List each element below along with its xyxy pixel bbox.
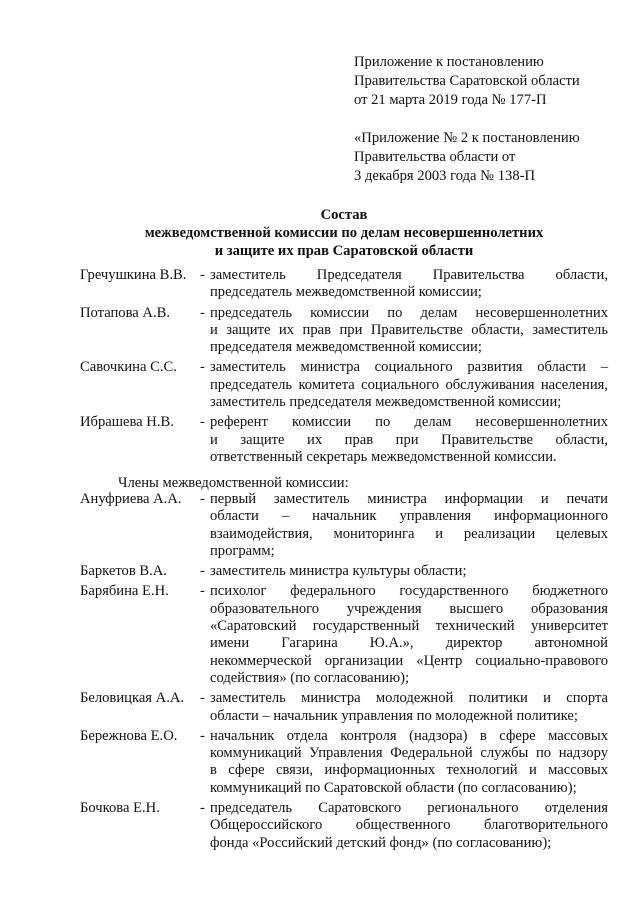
member-row <box>80 800 608 852</box>
appendix-line: «Приложение № 2 к постановлению <box>354 130 580 146</box>
role-line: «Саратовский государственный технический университет <box>210 618 608 635</box>
appendix-line: Приложение к постановлению <box>354 54 544 70</box>
title-line: Состав <box>320 207 368 223</box>
role-line: заместитель министра культуры области; <box>210 563 467 580</box>
role-line: начальник отдела контроля (надзора) в сфере массовых <box>210 727 608 744</box>
member-row <box>80 267 608 302</box>
role-line: первый заместитель министра информации и печати <box>210 491 608 507</box>
member-dash: - <box>200 491 205 507</box>
member-role <box>210 800 608 852</box>
member-dash: - <box>200 304 205 321</box>
member-dash: - <box>200 690 205 707</box>
member-name: Бережнова Е.О. <box>80 727 178 744</box>
role-line: содействия» (по согласованию); <box>210 669 410 686</box>
member-row <box>80 305 608 357</box>
member-name: Беловицкая А.А. <box>80 690 185 707</box>
role-line: заместитель министра молодежной политики и спорта <box>210 690 608 707</box>
role-line: взаимодействия, мониторинга и реализации целевых <box>210 525 608 542</box>
role-line: психолог федерального государственного бюджетного <box>210 583 608 600</box>
role-line: области – начальник управления по молодежной политике; <box>210 707 578 724</box>
role-line: председатель межведомственной комиссии; <box>210 284 482 301</box>
member-row <box>80 563 608 580</box>
role-line: заместитель Председателя Правительства области, <box>210 267 608 283</box>
member-row <box>80 583 608 687</box>
role-line: и защите их прав при Правительстве области, <box>210 431 608 448</box>
members-heading: Члены межведомственной комиссии: <box>118 475 349 491</box>
title-line: межведомственной комиссии по делам несовершеннолетних <box>144 225 544 241</box>
role-line: председатель Саратовского регионального отделения <box>210 800 608 817</box>
member-role <box>210 491 608 560</box>
role-line: референт комиссии по делам несовершеннолетних <box>210 414 608 431</box>
role-line: фонда «Российский детский фонд» (по согласованию); <box>210 834 552 851</box>
members-list <box>80 491 608 852</box>
role-line: коммуникаций по Саратовской области (по согласованию); <box>210 779 577 796</box>
member-row <box>80 690 608 725</box>
member-role <box>210 728 608 797</box>
member-name: Ибрашева Н.В. <box>80 414 174 431</box>
role-line: образовательного учреждения высшего образования <box>210 600 608 617</box>
appendix-line: от 21 марта 2019 года № 177-П <box>354 92 547 108</box>
member-name: Гречушкина В.В. <box>80 267 187 283</box>
appendix-line: Правительства области от <box>354 149 516 165</box>
role-line: некоммерческой организации «Центр социально-правового <box>210 652 608 669</box>
member-role <box>210 414 608 466</box>
member-row <box>80 491 608 560</box>
role-line: председатель комитета социального обслуживания населения, <box>210 376 608 393</box>
member-name: Савочкина С.С. <box>80 359 177 376</box>
member-role <box>210 267 608 302</box>
member-role <box>210 359 608 411</box>
member-role <box>210 563 608 580</box>
member-name: Барябина Е.Н. <box>80 583 169 600</box>
role-line: коммуникаций Управления Федеральной службы по надзору <box>210 745 608 762</box>
role-line: заместитель министра социального развития области – <box>210 359 608 376</box>
appendix-header <box>354 53 626 186</box>
role-line: и защите их прав при Правительстве области, заместитель <box>210 321 608 338</box>
member-dash: - <box>200 727 205 744</box>
member-dash: - <box>200 800 205 817</box>
role-line: программ; <box>210 542 275 559</box>
member-role <box>210 583 608 687</box>
member-dash: - <box>200 563 205 580</box>
member-row <box>80 728 608 797</box>
member-name: Потапова А.В. <box>80 304 170 321</box>
member-name: Ануфриева А.А. <box>80 491 182 507</box>
role-line: области – начальник управления информационного <box>210 508 608 525</box>
role-line: ответственный секретарь межведомственной комиссии. <box>210 448 557 465</box>
role-line: в сфере связи, информационных технологий и массовых <box>210 762 608 779</box>
role-line: председатель комиссии по делам несовершеннолетних <box>210 304 608 321</box>
role-line: имени Гагарина Ю.А.», директор автономной <box>210 635 608 652</box>
member-name: Баркетов В.А. <box>80 563 167 580</box>
member-dash: - <box>200 583 205 600</box>
role-line: заместитель председателя межведомственной комиссии; <box>210 394 562 411</box>
appendix-line: 3 декабря 2003 года № 138-П <box>354 168 536 184</box>
leaders-list <box>80 267 608 466</box>
member-row <box>80 359 608 411</box>
member-role <box>210 690 608 725</box>
member-row <box>80 414 608 466</box>
member-role <box>210 305 608 357</box>
member-dash: - <box>200 359 205 376</box>
member-name: Бочкова Е.Н. <box>80 800 160 817</box>
role-line: председателя межведомственной комиссии; <box>210 339 482 356</box>
member-dash: - <box>200 414 205 431</box>
appendix-line: Правительства Саратовской области <box>354 73 580 89</box>
document-title <box>80 206 608 260</box>
member-dash: - <box>200 267 205 283</box>
title-line: и защите их прав Саратовской области <box>214 243 474 259</box>
role-line: Общероссийского общественного благотворительного <box>210 817 608 834</box>
